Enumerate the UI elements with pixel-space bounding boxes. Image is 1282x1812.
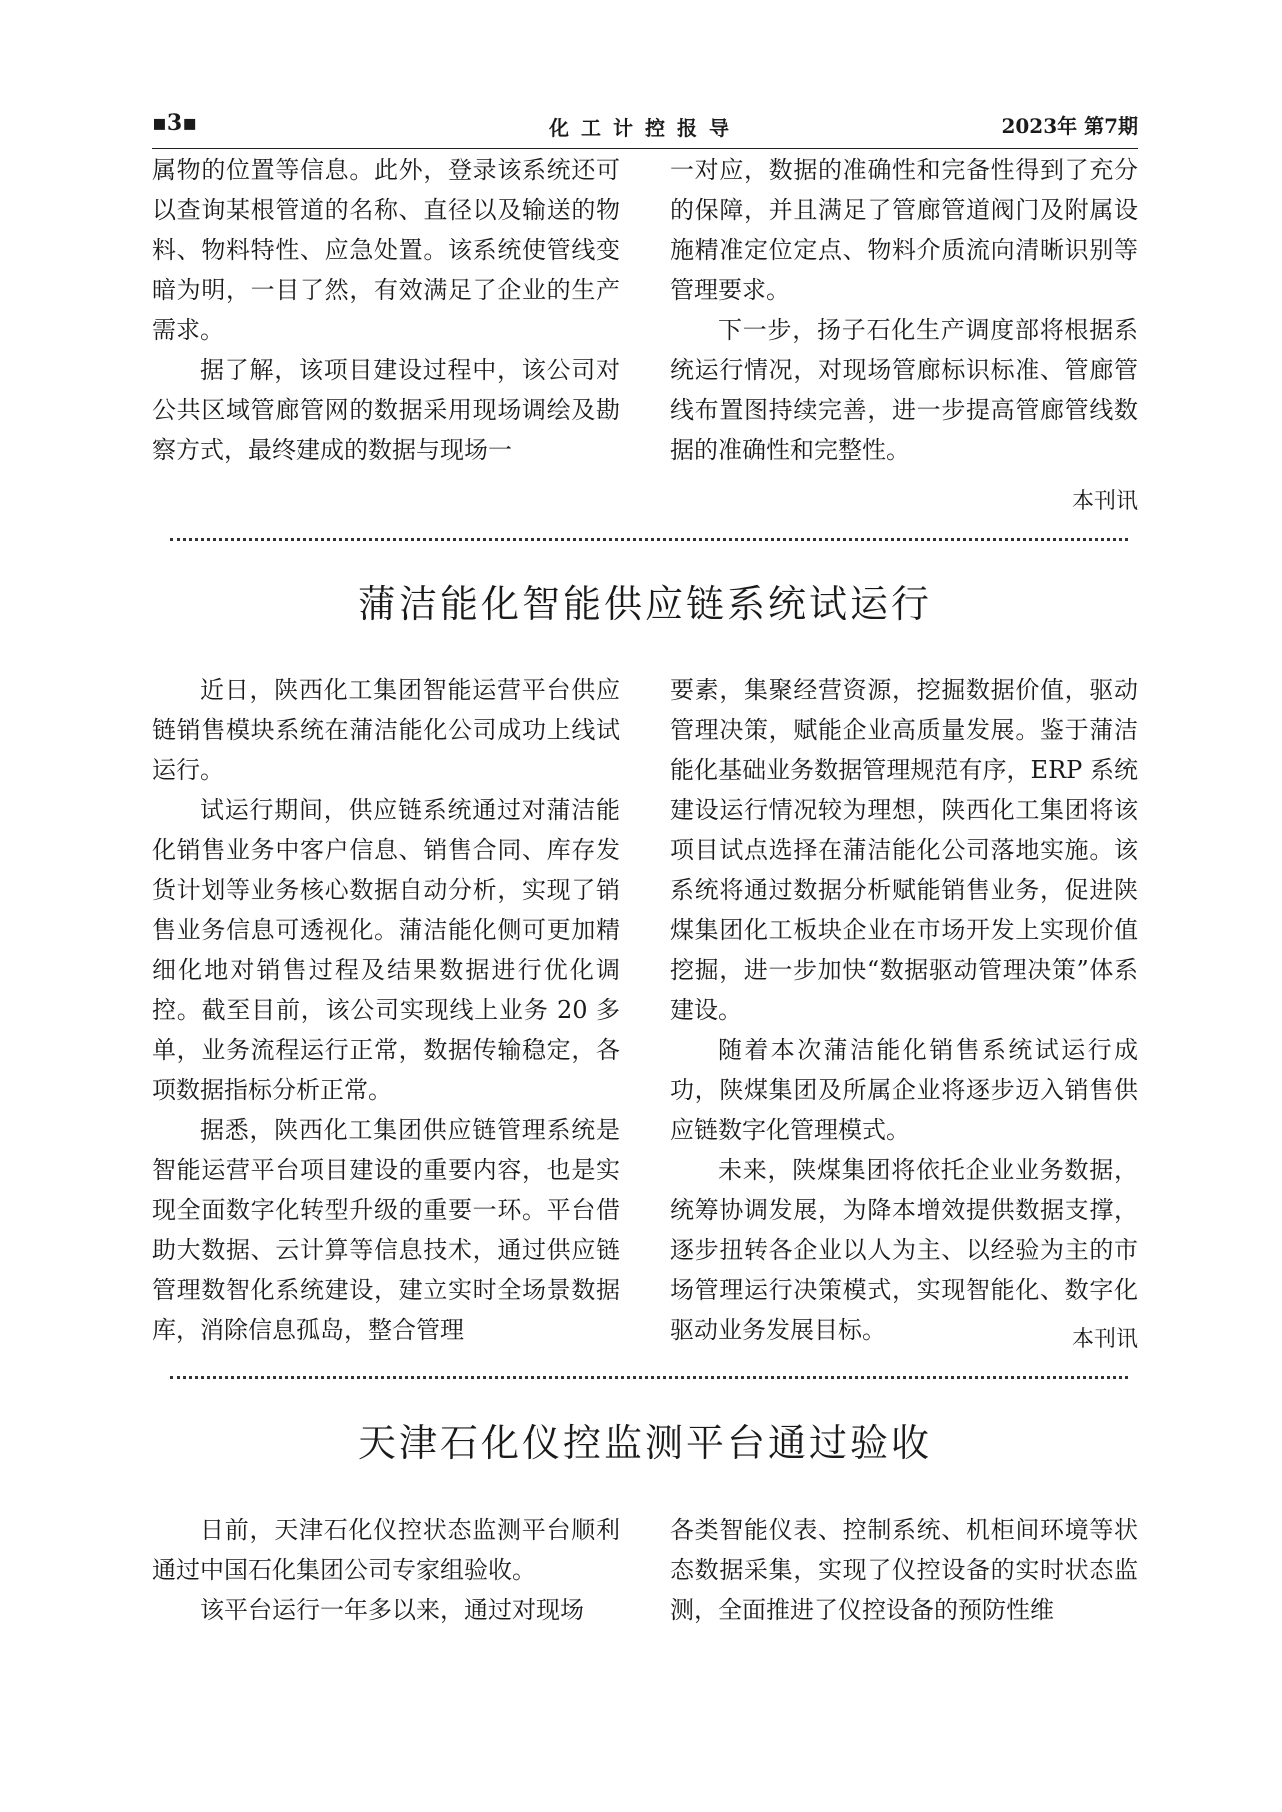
article2-left-paragraph-3: 据悉，陕西化工集团供应链管理系统是智能运营平台项目建设的重要内容，也是实现全面数字化转型升级的重要一环。平台借助大数据、云计算等信息技术，通过供应链管理数智化系统建设，建立实时全场景数据库，消除信息孤岛，整合管理 [152,1116,620,1344]
article2-right-column [670,670,1138,1350]
journal-title: 化工计控报导 [549,116,741,140]
article3-left-column [152,1510,620,1630]
article3-title: 天津石化仪控监测平台通过验收 [357,1421,932,1465]
article2-right-paragraph-2: 随着本次蒲洁能化销售系统试运行成功，陕煤集团及所属企业将逐步迈入销售供应链数字化管理模式。 [670,1036,1138,1144]
article1-right-column [670,150,1138,470]
article1-left-paragraph-1: 属物的位置等信息。此外，登录该系统还可以查询某根管道的名称、直径以及输送的物料、物料特性、应急处置。该系统使管线变暗为明，一目了然，有效满足了企业的生产需求。 [152,156,620,344]
article2-byline: 本刊讯 [1071,1327,1138,1352]
article3-left-paragraph-1: 日前，天津石化仪控状态监测平台顺利通过中国石化集团公司专家组验收。 [152,1516,620,1584]
article1-byline: 本刊讯 [1071,489,1138,514]
article1-left-paragraph-2: 据了解，该项目建设过程中，该公司对公共区域管廊管网的数据采用现场调绘及勘察方式，最终建成的数据与现场一 [152,356,620,464]
article2-left-column [152,670,620,1350]
article2-right-paragraph-1: 要素，集聚经营资源，挖掘数据价值，驱动管理决策，赋能企业高质量发展。鉴于蒲洁能化基础业务数据管理规范有序，ERP 系统建设运行情况较为理想，陕西化工集团将该项目试点选择在蒲洁能化公司落地实施。该系统将通过数据分析赋能销售业务，促进陕煤集团化工板块企业在市场开发上实现价值挖掘，进一步加快“数据驱动管理决策”体系建设。 [670,676,1138,1024]
article1-left-column [152,150,620,470]
section-divider-1 [170,538,1128,541]
article3-left-paragraph-2: 该平台运行一年多以来，通过对现场 [200,1596,584,1624]
page-header [152,104,1138,149]
article3-right-paragraph-1: 各类智能仪表、控制系统、机柜间环境等状态数据采集，实现了仪控设备的实时状态监测，全面推进了仪控设备的预防性维 [670,1516,1138,1624]
article2-right-paragraph-3: 未来，陕煤集团将依托企业业务数据，统筹协调发展，为降本增效提供数据支撑，逐步扭转各企业以人为主、以经验为主的市场管理运行决策模式，实现智能化、数字化驱动业务发展目标。 [670,1156,1138,1344]
article3-right-column [670,1510,1138,1630]
page-number: ▪3▪ [152,110,198,136]
section-divider-2 [170,1376,1128,1379]
article1-right-paragraph-1: 一对应，数据的准确性和完备性得到了充分的保障，并且满足了管廊管道阀门及附属设施精准定位定点、物料介质流向清晰识别等管理要求。 [670,156,1138,304]
article2-title: 蒲洁能化智能供应链系统试运行 [357,582,932,626]
article2-left-paragraph-2: 试运行期间，供应链系统通过对蒲洁能化销售业务中客户信息、销售合同、库存发货计划等业务核心数据自动分析，实现了销售业务信息可透视化。蒲洁能化侧可更加精细化地对销售过程及结果数据进行优化调控。截至目前，该公司实现线上业务 20 多单，业务流程运行正常，数据传输稳定，各项数据指标分析正常。 [152,796,620,1104]
article2-left-paragraph-1: 近日，陕西化工集团智能运营平台供应链销售模块系统在蒲洁能化公司成功上线试运行。 [152,676,620,784]
issue-label: 2023年 第7期 [1001,114,1138,138]
article1-right-paragraph-2: 下一步，扬子石化生产调度部将根据系统运行情况，对现场管廊标识标准、管廊管线布置图持续完善，进一步提高管廊管线数据的准确性和完整性。 [670,316,1138,464]
